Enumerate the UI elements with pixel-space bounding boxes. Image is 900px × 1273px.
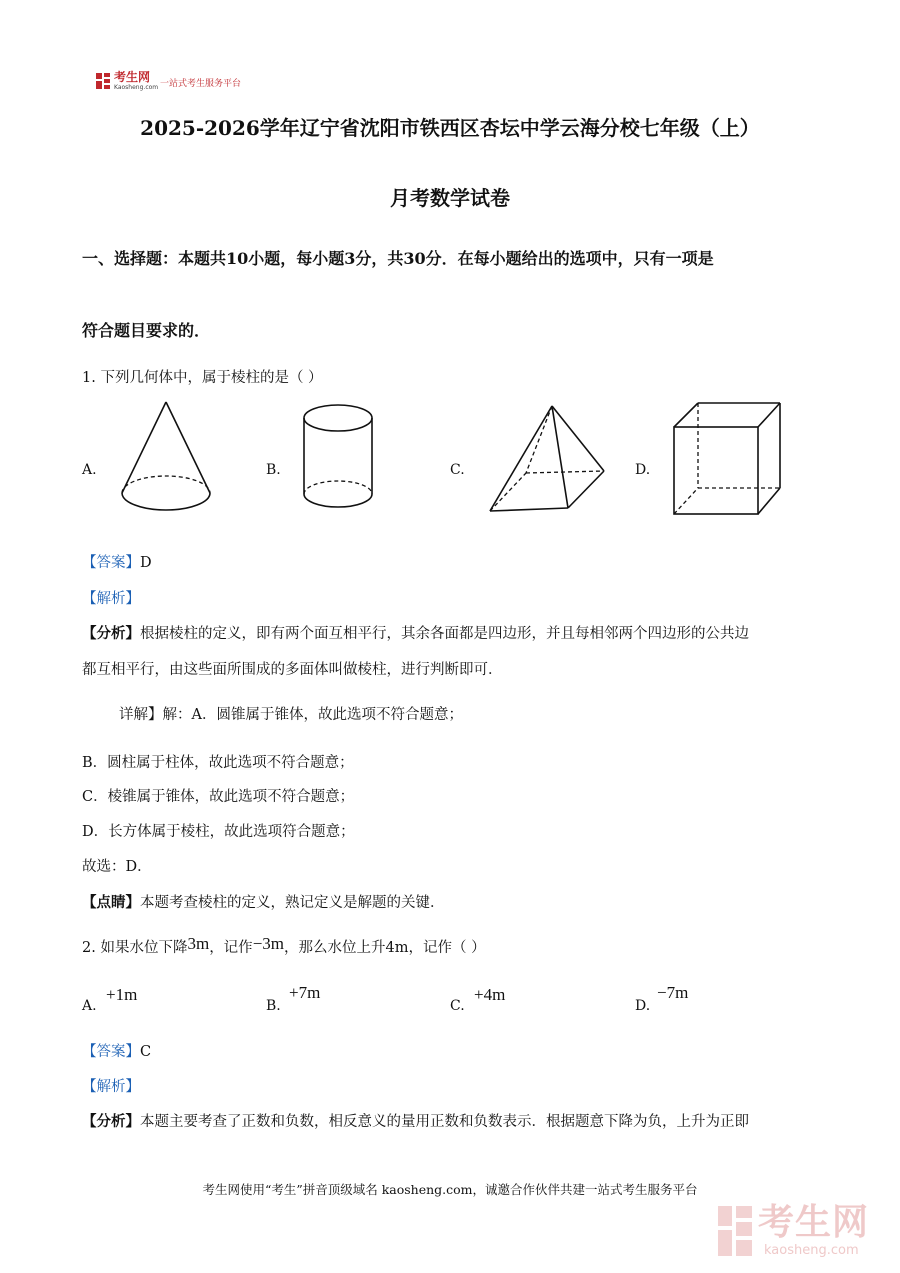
q1-analysis-tag: 【解析】 — [82, 591, 140, 607]
q2-stem-mid2: ，那么水位上升 — [284, 940, 386, 956]
q1-option-b-label: B. — [266, 462, 281, 478]
q1-dianjing — [82, 892, 445, 914]
q1-detail-line: 详解】解：A．圆锥属于锥体，故此选项不符合题意； — [119, 707, 463, 723]
watermark-brand: 考生网 — [758, 1202, 870, 1243]
q2-answer-tag: 【答案】 — [82, 1044, 140, 1060]
q1-option-c-label: C. — [450, 462, 465, 478]
q1-answer — [82, 552, 152, 574]
q2-stem-m2: −3m — [252, 934, 284, 953]
watermark-domain: kaosheng.com — [764, 1243, 859, 1258]
q2-stem-m3: 4m — [385, 940, 409, 956]
q2-stem-post: ，记作（ ） — [408, 940, 486, 956]
q1-dianjing-text: 本题考查棱柱的定义，熟记定义是解题的关键． — [140, 895, 445, 911]
q1-stem: 1. 下列几何体中，属于棱柱的是（ ） — [82, 370, 323, 386]
q2-option-b-value: +7m — [289, 983, 321, 1002]
kaosheng-logo-icon — [96, 73, 110, 89]
section-heading-line2: 符合题目要求的． — [82, 321, 211, 340]
q1-answer-value: D — [140, 555, 152, 571]
q2-option-c-label: C. — [450, 998, 465, 1014]
q1-option-d-label: D. — [635, 462, 651, 478]
cone-icon — [118, 400, 214, 518]
q2-option-c-value: +4m — [474, 985, 506, 1004]
q2-option-b-label: B. — [266, 998, 281, 1014]
q1-line-d: D．长方体属于棱柱，故此选项符合题意； — [82, 824, 355, 840]
q1-line-c: C．棱锥属于锥体，故此选项不符合题意； — [82, 789, 355, 805]
q2-stem-mid1: ，记作 — [209, 940, 253, 956]
cube-icon — [672, 400, 784, 518]
q2-analysis-tag: 【解析】 — [82, 1079, 140, 1095]
page-title-line2: 月考数学试卷 — [390, 186, 510, 210]
pyramid-icon — [486, 404, 608, 516]
q2-fenxi-text: 本题主要考查了正数和负数，相反意义的量用正数和负数表示．根据题意下降为负，上升为正即 — [140, 1114, 749, 1130]
q1-dianjing-tag: 【点睛】 — [82, 894, 140, 911]
q1-fenxi-line2: 都互相平行，由这些面所围成的多面体叫做棱柱，进行判断即可． — [82, 662, 503, 678]
q1-answer-tag: 【答案】 — [82, 555, 140, 571]
q1-option-a-label: A. — [82, 462, 97, 478]
cylinder-icon — [300, 402, 376, 518]
page-footer: 考生网使用“考生”拼音顶级域名 kaosheng.com，诚邀合作伙伴共建一站式考生服务平台 — [202, 1182, 698, 1197]
q2-option-a-label: A. — [82, 998, 97, 1014]
q2-stem-pre: 2. 如果水位下降 — [82, 940, 188, 956]
q2-answer-value: C — [140, 1044, 152, 1060]
q2-fenxi-tag: 【分析】 — [82, 1113, 140, 1130]
q2-stem-m1: 3m — [187, 934, 210, 953]
header-domain: Kaosheng.com — [114, 84, 159, 91]
page-title-line1: 2025-2026学年辽宁省沈阳市铁西区杏坛中学云海分校七年级（上） — [140, 116, 760, 140]
q2-option-d-label: D. — [635, 998, 651, 1014]
q1-fenxi-text: 根据棱柱的定义，即有两个面互相平行，其余各面都是四边形，并且每相邻两个四边形的公共边 — [140, 626, 749, 642]
q1-fenxi-line1 — [82, 623, 749, 645]
watermark-logo-icon — [718, 1206, 752, 1256]
q2-option-d-value: −7m — [657, 983, 689, 1002]
q1-fenxi-tag: 【分析】 — [82, 625, 140, 642]
q2-option-a-value: +1m — [106, 985, 138, 1004]
q2-stem — [82, 936, 486, 959]
q2-answer — [82, 1041, 151, 1063]
header-brand: 考生网 — [114, 70, 151, 84]
q1-line-b: B．圆柱属于柱体，故此选项不符合题意； — [82, 755, 354, 771]
q1-choose: 故选：D． — [82, 859, 152, 875]
section-heading-line1: 一、选择题：本题共10小题，每小题3分，共30分．在每小题给出的选项中，只有一项是 — [82, 249, 714, 268]
header-slogan: 一站式考生服务平台 — [160, 79, 242, 89]
q2-fenxi-line1 — [82, 1111, 749, 1133]
